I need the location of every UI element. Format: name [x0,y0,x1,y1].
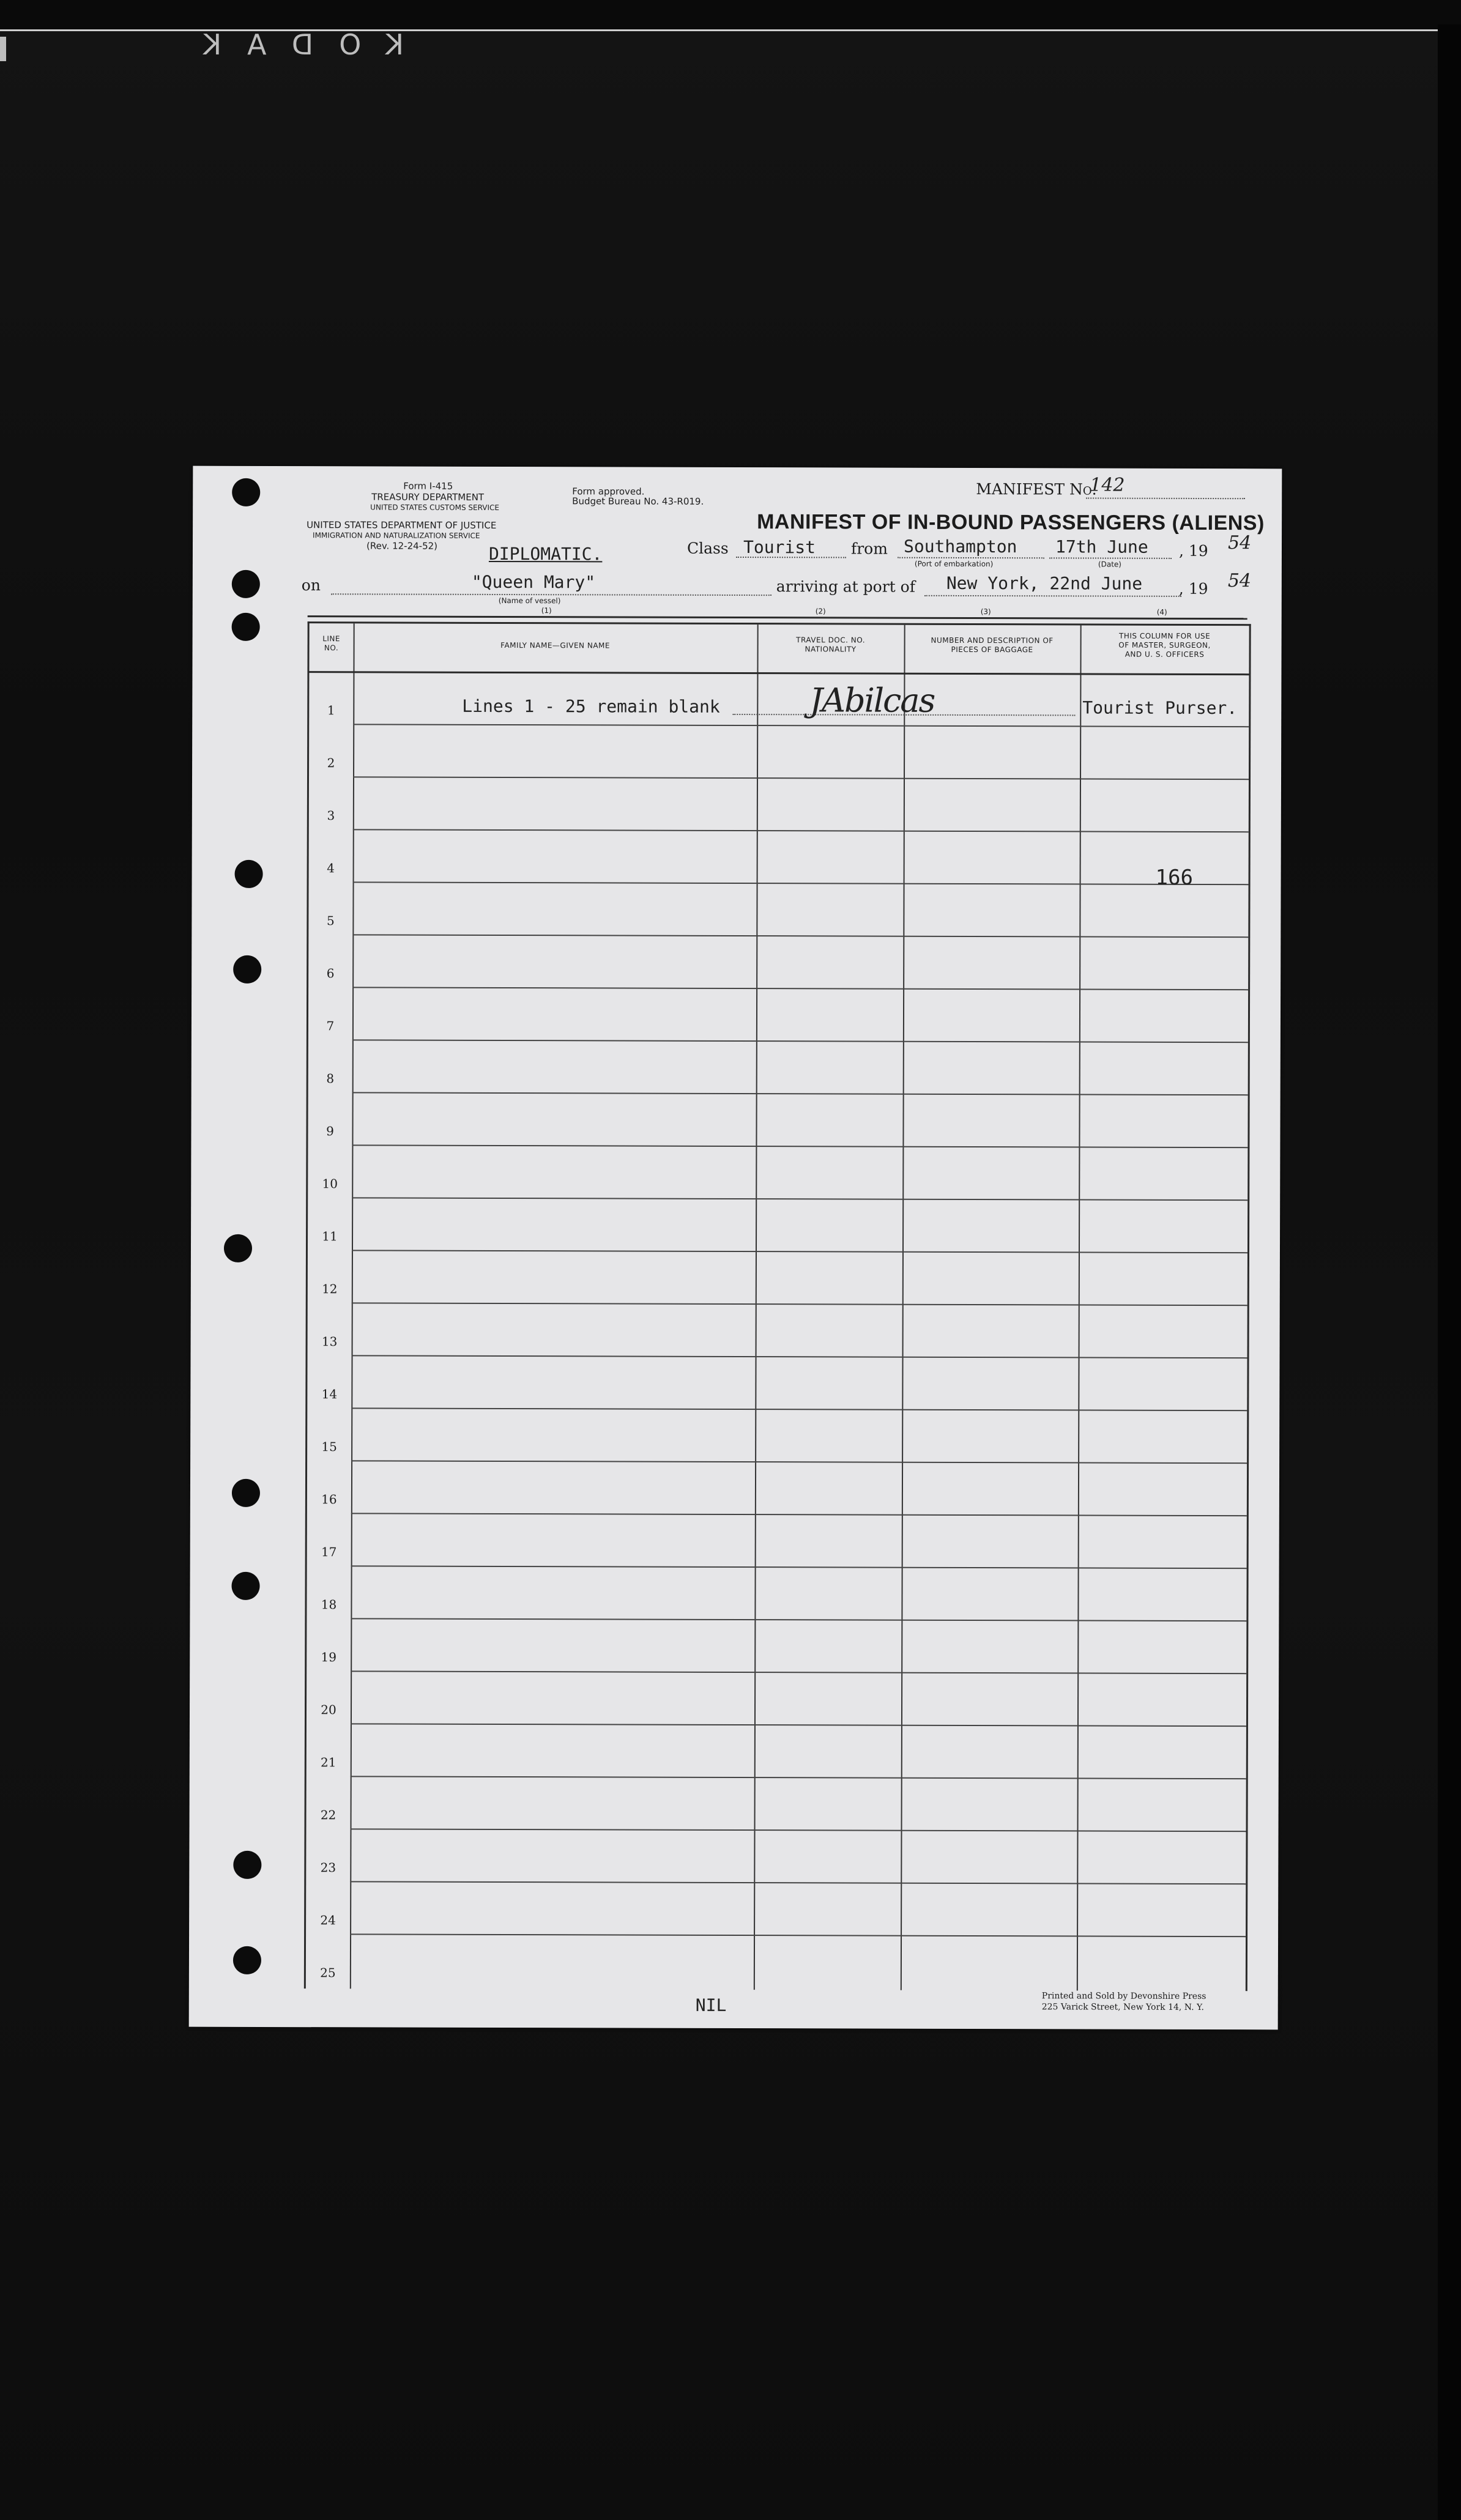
row-rule [353,776,1249,780]
manifest-number-line [1086,497,1245,499]
row-rule [353,881,1249,885]
row-rule [352,987,1248,990]
manifest-number: 142 [1090,474,1125,496]
arriving-label: arriving at port of [776,577,916,596]
punch-hole [233,1851,261,1879]
budget-bureau: Budget Bureau No. 43-R019. [572,495,704,507]
port-line [898,557,1044,559]
line-number: 19 [321,1650,336,1665]
row-rule [350,1881,1246,1884]
column-number-4: (4) [1156,607,1167,617]
row-rule [352,1092,1248,1095]
punch-hole [232,613,260,641]
row-rule [351,1618,1246,1621]
header-travel-doc: TRAVEL DOC. NO. NATIONALITY [796,636,866,654]
arrival-year: 54 [1227,570,1252,592]
row-rule [352,1039,1248,1043]
column-number-2: (2) [815,607,826,616]
line-number: 1 [327,703,335,718]
header-baggage: NUMBER AND DESCRIPTION OF PIECES OF BAGGAGE [931,636,1054,654]
line-number: 20 [321,1702,336,1718]
line-number: 10 [322,1176,338,1191]
form-number: Form I-415 [403,480,453,492]
line-number: 22 [320,1807,336,1823]
revision-date: (Rev. 12-24-52) [366,540,438,552]
film-edge-text: KODAK [177,28,404,61]
embarkation-year: 54 [1227,532,1252,554]
embarkation-port: Southampton [903,536,1017,557]
manifest-sheet [189,466,1282,2030]
date-note: (Date) [1098,560,1121,569]
line-number: 9 [326,1124,334,1139]
row-rule [352,1144,1247,1148]
arrival-line [924,595,1181,597]
class-line [736,557,846,558]
row-rule [352,1302,1247,1306]
line-number: 24 [320,1913,336,1928]
row-rule [351,1565,1247,1569]
row-rule [352,1197,1247,1201]
line-number: 25 [320,1965,336,1981]
punch-hole [232,570,260,598]
line-number: 21 [321,1755,336,1770]
column-number-3: (3) [980,607,991,617]
row-rule [353,829,1249,832]
row-1-note: Lines 1 - 25 remain blank [462,695,720,717]
class-label: Class [686,539,729,557]
line-number: 12 [322,1281,338,1297]
line-number: 8 [326,1071,335,1086]
line-number: 15 [321,1439,337,1455]
row-rule [352,1250,1247,1253]
stamp-number: 166 [1155,865,1194,890]
row-rule [351,1407,1247,1411]
column-divider [1077,625,1082,1990]
punch-hole [232,478,260,506]
line-number: 4 [327,861,335,876]
line-number: 11 [322,1229,338,1244]
form-approved: Form approved. [572,486,645,497]
row-rule [352,1355,1247,1358]
department-of-justice: UNITED STATES DEPARTMENT OF JUSTICE [307,519,497,531]
row-rule [351,1670,1246,1674]
line-number: 2 [327,755,335,771]
header-officers: THIS COLUMN FOR USE OF MASTER, SURGEON, AND U. S. OFFICERS [1118,631,1211,659]
line-number: 5 [326,913,335,928]
punch-hole [235,860,263,888]
punch-hole [233,1946,261,1974]
from-label: from [850,539,888,558]
printer-line-1: Printed and Sold by Devonshire Press [1041,1991,1206,2002]
line-number: 14 [321,1387,338,1402]
customs-service: UNITED STATES CUSTOMS SERVICE [370,503,500,512]
film-edge [0,0,1461,31]
header-bottom-rule [309,671,1249,675]
line-number: 13 [321,1334,338,1349]
diplomatic-stamp: DIPLOMATIC. [488,543,603,565]
treasury-department: TREASURY DEPARTMENT [371,491,485,503]
row-rule [351,1723,1246,1727]
header-family-name: FAMILY NAME—GIVEN NAME [500,640,611,650]
line-number: 23 [320,1860,336,1875]
row-rule [351,1513,1247,1516]
punch-hole [224,1234,252,1262]
purser-signature: JAbilcas [809,681,935,720]
punch-hole [232,1479,260,1507]
printer-line-2: 225 Varick Street, New York 14, N. Y. [1041,2002,1204,2013]
film-right-edge [1438,24,1461,2520]
column-divider [901,625,905,1990]
port-note: (Port of embarkation) [914,559,994,569]
year2-prefix: , 19 [1178,579,1208,598]
header-rule [308,615,1247,620]
row-rule [351,1460,1247,1464]
line-number: 16 [321,1492,337,1507]
row-rule [351,1776,1246,1779]
on-label: on [301,576,321,595]
row-1-officer-note: Tourist Purser. [1082,697,1238,719]
line-number: 6 [326,966,335,981]
column-divider [754,624,759,1990]
vessel-note: (Name of vessel) [498,596,561,606]
row-rule [350,1933,1246,1937]
punch-hole [233,955,261,984]
nil-mark: NIL [695,1995,727,2015]
vessel-line [331,593,771,596]
manifest-title: MANIFEST OF IN-BOUND PASSENGERS (ALIENS) [757,510,1265,535]
film-edge-mark [0,37,6,61]
line-number: 17 [321,1544,337,1560]
vessel-name: "Queen Mary" [471,571,596,593]
year-prefix: , 19 [1178,541,1208,560]
embarkation-date: 17th June [1055,536,1148,557]
row-rule [351,1828,1246,1832]
line-number: 18 [321,1597,337,1612]
header-line-no: LINE NO. [322,634,341,653]
arrival-port-date: New York, 22nd June [946,573,1143,594]
class-value: Tourist [743,537,816,558]
passenger-table [304,621,1251,1991]
immigration-service: IMMIGRATION AND NATURALIZATION SERVICE [313,531,480,540]
line-number: 7 [326,1018,335,1034]
column-divider [350,623,355,1988]
row-rule [352,934,1248,938]
line-number: 3 [327,808,335,823]
column-number-1: (1) [541,606,552,615]
row-rule [353,724,1249,727]
date-line [1049,557,1172,559]
manifest-number-label: MANIFEST No. [976,480,1097,498]
punch-hole [231,1572,259,1600]
